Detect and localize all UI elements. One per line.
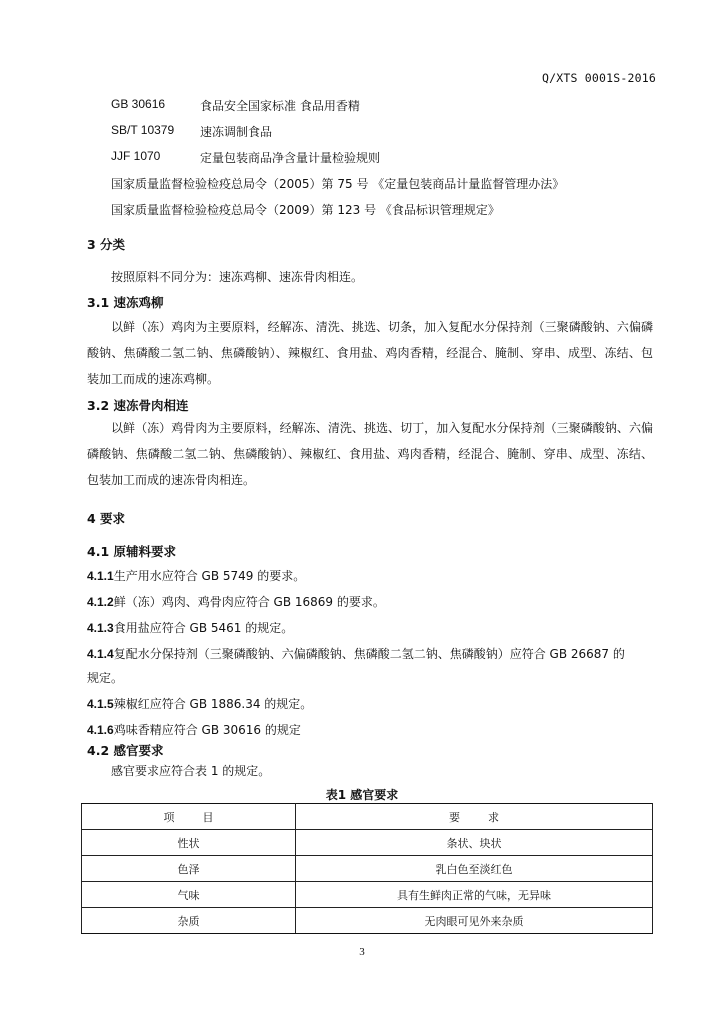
table-cell-requirement: 无肉眼可见外来杂质 (296, 908, 653, 934)
section-heading-4: 4 要求 (87, 511, 126, 526)
requirement-number: 4.1.2 (87, 595, 114, 609)
table-header-item: 项 目 (82, 804, 296, 830)
requirement-text: 鲜（冻）鸡肉、鸡骨肉应符合 GB 16869 的要求。 (113, 595, 385, 609)
table-cell-item: 气味 (82, 882, 296, 908)
requirement-number: 4.1.6 (87, 723, 114, 737)
requirement-number: 4.1.3 (87, 621, 114, 635)
table-row (82, 830, 653, 856)
requirement-text: 生产用水应符合 GB 5749 的要求。 (113, 569, 306, 583)
requirement-item (87, 695, 312, 712)
section-intro: 按照原料不同分为：速冻鸡柳、速冻骨肉相连。 (111, 270, 364, 284)
requirement-text: 食用盐应符合 GB 5461 的规定。 (113, 621, 294, 635)
requirement-continuation: 规定。 (87, 671, 124, 685)
table-cell-item: 杂质 (82, 908, 296, 934)
requirement-number: 4.1.4 (87, 647, 114, 661)
table-cell-requirement: 条状、块状 (296, 830, 653, 856)
table-cell-item: 色泽 (82, 856, 296, 882)
sensory-requirements-table (81, 803, 653, 934)
table-header-requirement: 要 求 (296, 804, 653, 830)
reference-code: GB 30616 (111, 97, 166, 111)
section-heading-3: 3 分类 (87, 237, 126, 252)
requirement-number: 4.1.1 (87, 569, 114, 583)
document-code: Q/XTS 0001S-2016 (542, 71, 656, 85)
section-intro: 感官要求应符合表 1 的规定。 (111, 764, 271, 778)
reference-code: SB/T 10379 (111, 123, 175, 137)
subsection-heading-4-2: 4.2 感官要求 (87, 743, 164, 758)
table-row (82, 882, 653, 908)
requirement-number: 4.1.5 (87, 697, 114, 711)
requirement-item (87, 567, 305, 584)
table-cell-requirement: 具有生鲜肉正常的气味，无异味 (296, 882, 653, 908)
table-row (82, 908, 653, 934)
requirement-item (87, 645, 625, 662)
subsection-paragraph: 以鲜（冻）鸡肉为主要原料，经解冻、清洗、挑选、切条，加入复配水分保持剂（三聚磷酸钠、六偏磷酸钠、焦磷酸二氢二钠、焦磷酸钠）、辣椒红、食用盐、鸡肉香精，经混合、腌制、穿串、成型、冻结、包装加工而成的速冻鸡柳。 (87, 320, 653, 386)
subsection-heading-3-2: 3.2 速冻骨肉相连 (87, 398, 189, 413)
regulation-order: 国家质量监督检验检疫总局令（2005）第 75 号 《定量包装商品计量监督管理办法》 (111, 177, 565, 191)
requirement-text: 鸡味香精应符合 GB 30616 的规定 (113, 723, 301, 737)
table-header-row (82, 804, 653, 830)
subsection-heading-3-1: 3.1 速冻鸡柳 (87, 295, 164, 310)
reference-title: 定量包装商品净含量计量检验规则 (200, 151, 381, 165)
requirement-text: 辣椒红应符合 GB 1886.34 的规定。 (113, 697, 313, 711)
requirement-text: 复配水分保持剂（三聚磷酸钠、六偏磷酸钠、焦磷酸二氢二钠、焦磷酸钠）应符合 GB 26687 的 (113, 647, 625, 661)
requirement-item (87, 619, 293, 636)
subsection-paragraph: 以鲜（冻）鸡骨肉为主要原料，经解冻、清洗、挑选、切丁，加入复配水分保持剂（三聚磷酸钠、六偏磷酸钠、焦磷酸二氢二钠、焦磷酸钠）、辣椒红、食用盐、鸡肉香精，经混合、腌制、穿串、成型、冻结、包装加工而成的速冻骨肉相连。 (87, 421, 653, 487)
reference-title: 食品安全国家标准 食品用香精 (200, 99, 360, 113)
subsection-heading-4-1: 4.1 原辅料要求 (87, 544, 176, 559)
table-row (82, 856, 653, 882)
reference-code: JJF 1070 (111, 149, 161, 163)
page-number: 3 (359, 946, 365, 958)
regulation-order: 国家质量监督检验检疫总局令（2009）第 123 号 《食品标识管理规定》 (111, 203, 500, 217)
table-cell-requirement: 乳白色至淡红色 (296, 856, 653, 882)
requirement-item (87, 721, 301, 738)
table-caption: 表1 感官要求 (325, 788, 399, 802)
table-cell-item: 性状 (82, 830, 296, 856)
requirement-item (87, 593, 385, 610)
reference-title: 速冻调制食品 (200, 125, 273, 139)
